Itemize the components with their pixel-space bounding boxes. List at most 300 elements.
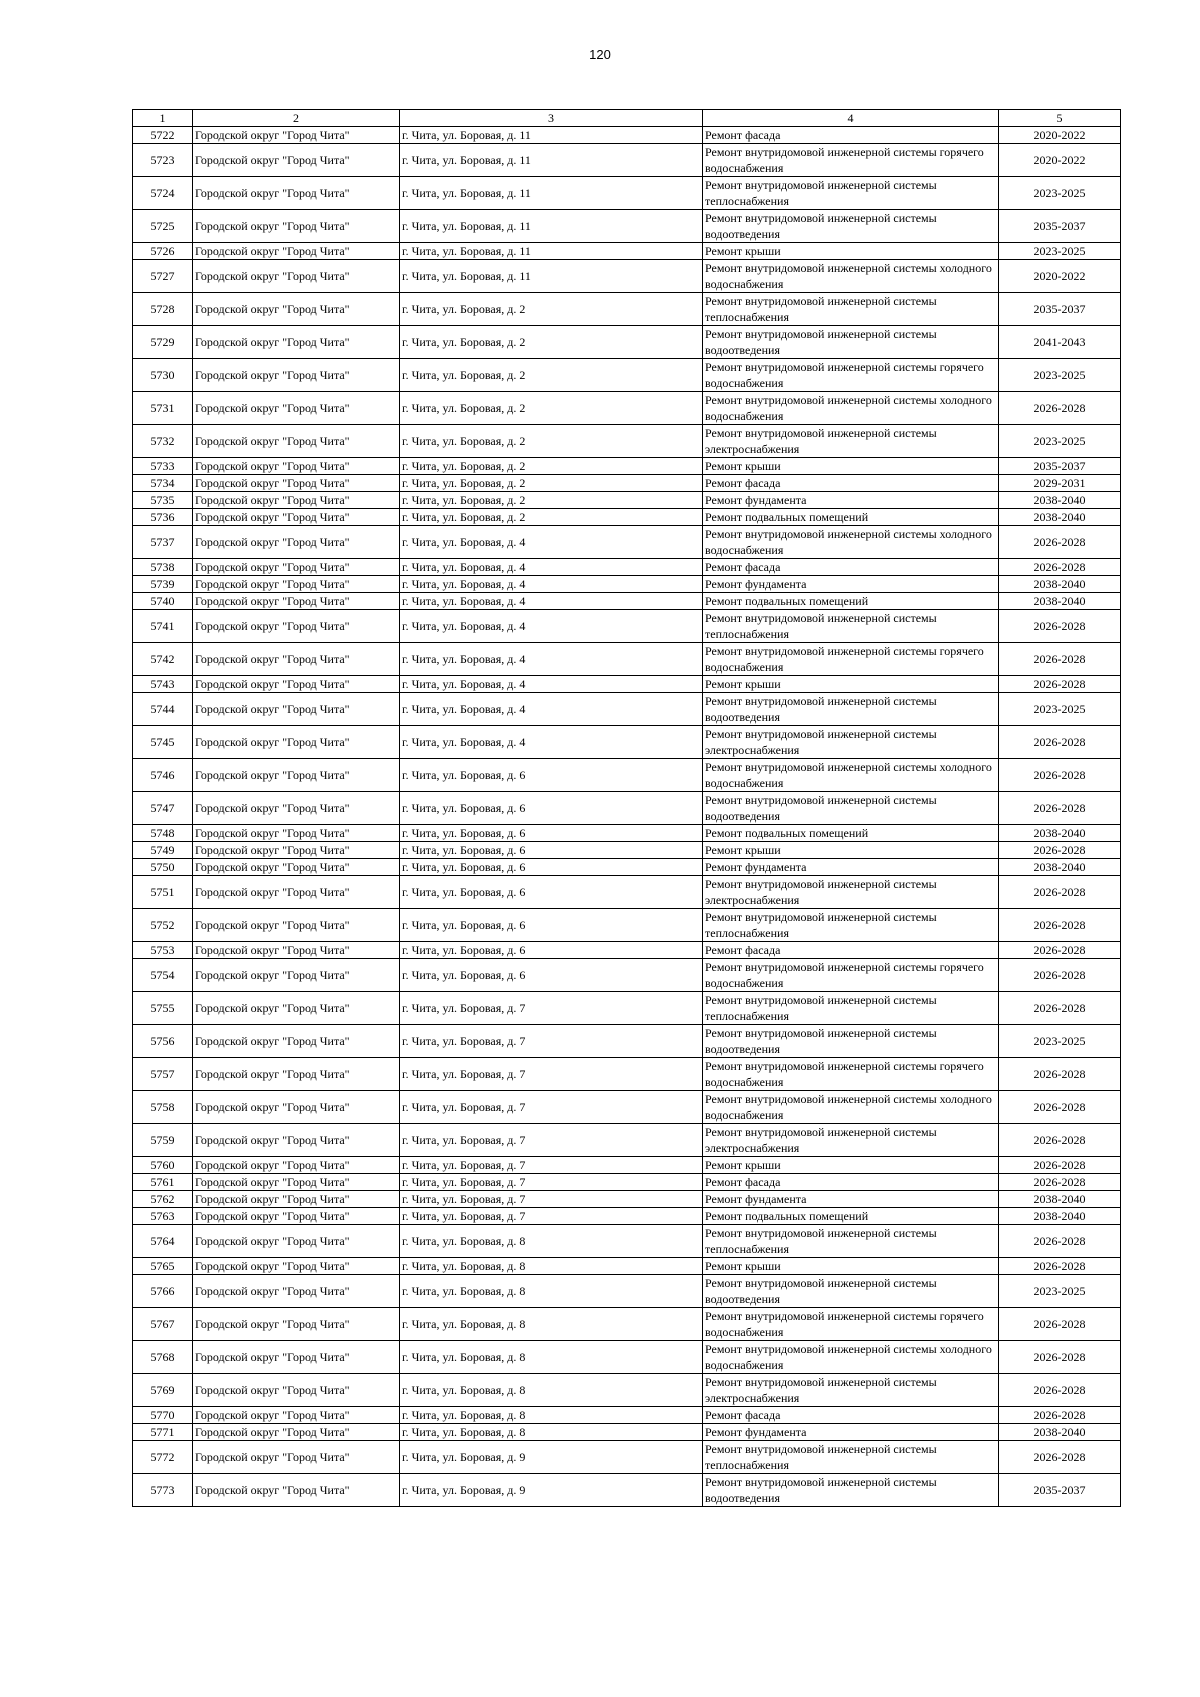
cell-row-number: 5738	[133, 559, 193, 576]
cell-municipality: Городской округ "Город Чита"	[193, 475, 400, 492]
cell-period: 2026-2028	[999, 726, 1121, 759]
cell-period: 2026-2028	[999, 676, 1121, 693]
cell-period: 2038-2040	[999, 492, 1121, 509]
cell-municipality: Городской округ "Город Чита"	[193, 1441, 400, 1474]
table-row	[133, 492, 1121, 509]
cell-work-type: Ремонт внутридомовой инженерной системы горячего водоснабжения	[703, 359, 999, 392]
cell-period: 2026-2028	[999, 942, 1121, 959]
cell-municipality: Городской округ "Город Чита"	[193, 593, 400, 610]
cell-row-number: 5726	[133, 243, 193, 260]
cell-work-type: Ремонт внутридомовой инженерной системы холодного водоснабжения	[703, 392, 999, 425]
cell-address: г. Чита, ул. Боровая, д. 2	[400, 326, 703, 359]
cell-municipality: Городской округ "Город Чита"	[193, 942, 400, 959]
table-row	[133, 526, 1121, 559]
cell-row-number: 5751	[133, 876, 193, 909]
cell-municipality: Городской округ "Город Чита"	[193, 959, 400, 992]
table-row	[133, 792, 1121, 825]
cell-municipality: Городской округ "Город Чита"	[193, 359, 400, 392]
cell-municipality: Городской округ "Город Чита"	[193, 177, 400, 210]
cell-address: г. Чита, ул. Боровая, д. 7	[400, 1157, 703, 1174]
cell-period: 2038-2040	[999, 576, 1121, 593]
cell-row-number: 5729	[133, 326, 193, 359]
cell-work-type: Ремонт фундамента	[703, 859, 999, 876]
cell-municipality: Городской округ "Город Чита"	[193, 492, 400, 509]
cell-address: г. Чита, ул. Боровая, д. 4	[400, 693, 703, 726]
cell-row-number: 5734	[133, 475, 193, 492]
cell-address: г. Чита, ул. Боровая, д. 6	[400, 959, 703, 992]
cell-address: г. Чита, ул. Боровая, д. 7	[400, 1208, 703, 1225]
cell-period: 2023-2025	[999, 243, 1121, 260]
cell-period: 2026-2028	[999, 1225, 1121, 1258]
cell-work-type: Ремонт внутридомовой инженерной системы водоотведения	[703, 1025, 999, 1058]
cell-work-type: Ремонт внутридомовой инженерной системы теплоснабжения	[703, 293, 999, 326]
cell-row-number: 5749	[133, 842, 193, 859]
cell-work-type: Ремонт подвальных помещений	[703, 593, 999, 610]
cell-municipality: Городской округ "Город Чита"	[193, 825, 400, 842]
table-row	[133, 243, 1121, 260]
column-header-3: 3	[400, 110, 703, 127]
cell-row-number: 5757	[133, 1058, 193, 1091]
cell-municipality: Городской округ "Город Чита"	[193, 992, 400, 1025]
cell-row-number: 5746	[133, 759, 193, 792]
table-row	[133, 1174, 1121, 1191]
cell-row-number: 5730	[133, 359, 193, 392]
column-header-2: 2	[193, 110, 400, 127]
cell-work-type: Ремонт внутридомовой инженерной системы горячего водоснабжения	[703, 1058, 999, 1091]
repair-schedule-table	[132, 109, 1121, 1507]
cell-municipality: Городской округ "Город Чита"	[193, 1308, 400, 1341]
cell-row-number: 5762	[133, 1191, 193, 1208]
cell-period: 2038-2040	[999, 509, 1121, 526]
cell-address: г. Чита, ул. Боровая, д. 6	[400, 825, 703, 842]
cell-address: г. Чита, ул. Боровая, д. 7	[400, 1191, 703, 1208]
table-body	[133, 127, 1121, 1507]
cell-row-number: 5743	[133, 676, 193, 693]
cell-period: 2038-2040	[999, 1191, 1121, 1208]
cell-work-type: Ремонт внутридомовой инженерной системы теплоснабжения	[703, 177, 999, 210]
cell-row-number: 5737	[133, 526, 193, 559]
cell-address: г. Чита, ул. Боровая, д. 4	[400, 559, 703, 576]
table-row	[133, 959, 1121, 992]
cell-work-type: Ремонт подвальных помещений	[703, 509, 999, 526]
cell-address: г. Чита, ул. Боровая, д. 6	[400, 842, 703, 859]
cell-municipality: Городской округ "Город Чита"	[193, 144, 400, 177]
cell-municipality: Городской округ "Город Чита"	[193, 792, 400, 825]
cell-work-type: Ремонт фасада	[703, 475, 999, 492]
cell-work-type: Ремонт крыши	[703, 1258, 999, 1275]
cell-row-number: 5761	[133, 1174, 193, 1191]
cell-period: 2026-2028	[999, 643, 1121, 676]
cell-work-type: Ремонт крыши	[703, 243, 999, 260]
cell-row-number: 5765	[133, 1258, 193, 1275]
cell-work-type: Ремонт фасада	[703, 559, 999, 576]
cell-work-type: Ремонт внутридомовой инженерной системы теплоснабжения	[703, 909, 999, 942]
cell-address: г. Чита, ул. Боровая, д. 8	[400, 1275, 703, 1308]
cell-municipality: Городской округ "Город Чита"	[193, 1157, 400, 1174]
cell-period: 2020-2022	[999, 144, 1121, 177]
cell-period: 2026-2028	[999, 792, 1121, 825]
cell-row-number: 5724	[133, 177, 193, 210]
cell-row-number: 5773	[133, 1474, 193, 1507]
cell-address: г. Чита, ул. Боровая, д. 8	[400, 1424, 703, 1441]
table-row	[133, 1441, 1121, 1474]
table-row	[133, 326, 1121, 359]
cell-address: г. Чита, ул. Боровая, д. 2	[400, 458, 703, 475]
table-row	[133, 210, 1121, 243]
cell-address: г. Чита, ул. Боровая, д. 11	[400, 144, 703, 177]
cell-address: г. Чита, ул. Боровая, д. 7	[400, 1091, 703, 1124]
table-row	[133, 909, 1121, 942]
cell-address: г. Чита, ул. Боровая, д. 6	[400, 909, 703, 942]
cell-municipality: Городской округ "Город Чита"	[193, 876, 400, 909]
cell-address: г. Чита, ул. Боровая, д. 4	[400, 576, 703, 593]
table-row	[133, 593, 1121, 610]
cell-row-number: 5727	[133, 260, 193, 293]
cell-row-number: 5769	[133, 1374, 193, 1407]
table-row	[133, 1225, 1121, 1258]
cell-address: г. Чита, ул. Боровая, д. 6	[400, 792, 703, 825]
cell-municipality: Городской округ "Город Чита"	[193, 643, 400, 676]
cell-address: г. Чита, ул. Боровая, д. 8	[400, 1225, 703, 1258]
cell-work-type: Ремонт крыши	[703, 676, 999, 693]
cell-period: 2035-2037	[999, 1474, 1121, 1507]
cell-municipality: Городской округ "Город Чита"	[193, 1374, 400, 1407]
table-row	[133, 1208, 1121, 1225]
table-row	[133, 693, 1121, 726]
cell-address: г. Чита, ул. Боровая, д. 2	[400, 475, 703, 492]
cell-municipality: Городской округ "Город Чита"	[193, 260, 400, 293]
column-header-5: 5	[999, 110, 1121, 127]
cell-period: 2023-2025	[999, 177, 1121, 210]
cell-work-type: Ремонт крыши	[703, 842, 999, 859]
cell-work-type: Ремонт фундамента	[703, 576, 999, 593]
cell-address: г. Чита, ул. Боровая, д. 7	[400, 992, 703, 1025]
cell-row-number: 5755	[133, 992, 193, 1025]
cell-row-number: 5763	[133, 1208, 193, 1225]
cell-period: 2020-2022	[999, 127, 1121, 144]
cell-address: г. Чита, ул. Боровая, д. 2	[400, 492, 703, 509]
cell-row-number: 5771	[133, 1424, 193, 1441]
cell-work-type: Ремонт внутридомовой инженерной системы холодного водоснабжения	[703, 1091, 999, 1124]
cell-municipality: Городской округ "Город Чита"	[193, 243, 400, 260]
cell-work-type: Ремонт подвальных помещений	[703, 825, 999, 842]
cell-row-number: 5728	[133, 293, 193, 326]
cell-period: 2026-2028	[999, 1058, 1121, 1091]
cell-address: г. Чита, ул. Боровая, д. 8	[400, 1341, 703, 1374]
cell-work-type: Ремонт внутридомовой инженерной системы электроснабжения	[703, 425, 999, 458]
cell-work-type: Ремонт крыши	[703, 458, 999, 475]
cell-work-type: Ремонт фасада	[703, 942, 999, 959]
cell-period: 2026-2028	[999, 1374, 1121, 1407]
cell-period: 2026-2028	[999, 610, 1121, 643]
cell-address: г. Чита, ул. Боровая, д. 7	[400, 1058, 703, 1091]
table-row	[133, 359, 1121, 392]
cell-period: 2026-2028	[999, 959, 1121, 992]
cell-municipality: Городской округ "Город Чита"	[193, 909, 400, 942]
table-row	[133, 458, 1121, 475]
cell-municipality: Городской округ "Город Чита"	[193, 1341, 400, 1374]
cell-period: 2026-2028	[999, 526, 1121, 559]
table-row	[133, 842, 1121, 859]
cell-row-number: 5723	[133, 144, 193, 177]
table-row	[133, 1157, 1121, 1174]
cell-row-number: 5750	[133, 859, 193, 876]
cell-municipality: Городской округ "Город Чита"	[193, 1091, 400, 1124]
cell-work-type: Ремонт фасада	[703, 1174, 999, 1191]
cell-work-type: Ремонт крыши	[703, 1157, 999, 1174]
table-row	[133, 1407, 1121, 1424]
table-row	[133, 942, 1121, 959]
table-row	[133, 643, 1121, 676]
cell-address: г. Чита, ул. Боровая, д. 4	[400, 610, 703, 643]
cell-period: 2026-2028	[999, 1258, 1121, 1275]
cell-municipality: Городской округ "Город Чита"	[193, 526, 400, 559]
cell-row-number: 5768	[133, 1341, 193, 1374]
cell-row-number: 5741	[133, 610, 193, 643]
cell-work-type: Ремонт внутридомовой инженерной системы водоотведения	[703, 792, 999, 825]
cell-row-number: 5767	[133, 1308, 193, 1341]
column-header-4: 4	[703, 110, 999, 127]
cell-row-number: 5752	[133, 909, 193, 942]
cell-address: г. Чита, ул. Боровая, д. 2	[400, 425, 703, 458]
table-row	[133, 1275, 1121, 1308]
cell-work-type: Ремонт внутридомовой инженерной системы горячего водоснабжения	[703, 959, 999, 992]
cell-work-type: Ремонт внутридомовой инженерной системы холодного водоснабжения	[703, 260, 999, 293]
cell-municipality: Городской округ "Город Чита"	[193, 1258, 400, 1275]
cell-work-type: Ремонт внутридомовой инженерной системы теплоснабжения	[703, 1225, 999, 1258]
cell-period: 2023-2025	[999, 1025, 1121, 1058]
cell-period: 2026-2028	[999, 909, 1121, 942]
table-row	[133, 1191, 1121, 1208]
cell-period: 2026-2028	[999, 1091, 1121, 1124]
cell-row-number: 5770	[133, 1407, 193, 1424]
cell-address: г. Чита, ул. Боровая, д. 2	[400, 359, 703, 392]
cell-municipality: Городской округ "Город Чита"	[193, 693, 400, 726]
cell-period: 2020-2022	[999, 260, 1121, 293]
cell-municipality: Городской округ "Город Чита"	[193, 842, 400, 859]
cell-municipality: Городской округ "Город Чита"	[193, 1407, 400, 1424]
cell-address: г. Чита, ул. Боровая, д. 7	[400, 1124, 703, 1157]
cell-municipality: Городской округ "Город Чита"	[193, 425, 400, 458]
cell-work-type: Ремонт внутридомовой инженерной системы электроснабжения	[703, 1124, 999, 1157]
table-row	[133, 1341, 1121, 1374]
cell-period: 2026-2028	[999, 1341, 1121, 1374]
cell-work-type: Ремонт внутридомовой инженерной системы водоотведения	[703, 693, 999, 726]
cell-address: г. Чита, ул. Боровая, д. 6	[400, 759, 703, 792]
cell-period: 2026-2028	[999, 1174, 1121, 1191]
cell-row-number: 5760	[133, 1157, 193, 1174]
cell-address: г. Чита, ул. Боровая, д. 9	[400, 1474, 703, 1507]
cell-period: 2026-2028	[999, 842, 1121, 859]
cell-municipality: Городской округ "Город Чита"	[193, 293, 400, 326]
cell-address: г. Чита, ул. Боровая, д. 8	[400, 1258, 703, 1275]
cell-municipality: Городской округ "Город Чита"	[193, 326, 400, 359]
cell-work-type: Ремонт внутридомовой инженерной системы водоотведения	[703, 1474, 999, 1507]
cell-work-type: Ремонт внутридомовой инженерной системы водоотведения	[703, 210, 999, 243]
cell-row-number: 5736	[133, 509, 193, 526]
cell-period: 2038-2040	[999, 1424, 1121, 1441]
cell-period: 2026-2028	[999, 559, 1121, 576]
table-row	[133, 260, 1121, 293]
table-row	[133, 876, 1121, 909]
cell-address: г. Чита, ул. Боровая, д. 4	[400, 676, 703, 693]
cell-row-number: 5733	[133, 458, 193, 475]
table-row	[133, 1308, 1121, 1341]
cell-municipality: Городской округ "Город Чита"	[193, 559, 400, 576]
table-row	[133, 177, 1121, 210]
cell-municipality: Городской округ "Город Чита"	[193, 458, 400, 475]
cell-period: 2026-2028	[999, 1407, 1121, 1424]
cell-row-number: 5772	[133, 1441, 193, 1474]
cell-row-number: 5742	[133, 643, 193, 676]
table-row	[133, 127, 1121, 144]
cell-work-type: Ремонт внутридомовой инженерной системы теплоснабжения	[703, 1441, 999, 1474]
cell-work-type: Ремонт внутридомовой инженерной системы теплоснабжения	[703, 992, 999, 1025]
table-row	[133, 392, 1121, 425]
cell-municipality: Городской округ "Город Чита"	[193, 127, 400, 144]
cell-period: 2029-2031	[999, 475, 1121, 492]
cell-municipality: Городской округ "Город Чита"	[193, 509, 400, 526]
cell-work-type: Ремонт внутридомовой инженерной системы электроснабжения	[703, 726, 999, 759]
cell-row-number: 5756	[133, 1025, 193, 1058]
table-row	[133, 610, 1121, 643]
cell-address: г. Чита, ул. Боровая, д. 11	[400, 260, 703, 293]
cell-period: 2038-2040	[999, 825, 1121, 842]
cell-municipality: Городской округ "Город Чита"	[193, 1025, 400, 1058]
cell-period: 2035-2037	[999, 458, 1121, 475]
table-row	[133, 1424, 1121, 1441]
cell-work-type: Ремонт внутридомовой инженерной системы электроснабжения	[703, 1374, 999, 1407]
cell-address: г. Чита, ул. Боровая, д. 7	[400, 1025, 703, 1058]
table-row	[133, 509, 1121, 526]
cell-period: 2026-2028	[999, 759, 1121, 792]
table-row	[133, 293, 1121, 326]
cell-period: 2026-2028	[999, 1124, 1121, 1157]
table-row	[133, 859, 1121, 876]
table-row	[133, 676, 1121, 693]
cell-address: г. Чита, ул. Боровая, д. 8	[400, 1407, 703, 1424]
cell-address: г. Чита, ул. Боровая, д. 6	[400, 942, 703, 959]
cell-period: 2038-2040	[999, 859, 1121, 876]
table-header	[133, 110, 1121, 127]
column-header-1: 1	[133, 110, 193, 127]
cell-row-number: 5725	[133, 210, 193, 243]
cell-municipality: Городской округ "Город Чита"	[193, 759, 400, 792]
table-row	[133, 1474, 1121, 1507]
table-row	[133, 759, 1121, 792]
cell-address: г. Чита, ул. Боровая, д. 8	[400, 1374, 703, 1407]
table-row	[133, 1374, 1121, 1407]
cell-address: г. Чита, ул. Боровая, д. 6	[400, 876, 703, 909]
cell-municipality: Городской округ "Город Чита"	[193, 1208, 400, 1225]
table-row	[133, 726, 1121, 759]
cell-work-type: Ремонт внутридомовой инженерной системы водоотведения	[703, 326, 999, 359]
cell-work-type: Ремонт внутридомовой инженерной системы холодного водоснабжения	[703, 759, 999, 792]
cell-municipality: Городской округ "Город Чита"	[193, 392, 400, 425]
cell-address: г. Чита, ул. Боровая, д. 11	[400, 210, 703, 243]
cell-address: г. Чита, ул. Боровая, д. 4	[400, 593, 703, 610]
cell-row-number: 5766	[133, 1275, 193, 1308]
cell-row-number: 5758	[133, 1091, 193, 1124]
cell-work-type: Ремонт фундамента	[703, 492, 999, 509]
cell-municipality: Городской округ "Город Чита"	[193, 576, 400, 593]
cell-address: г. Чита, ул. Боровая, д. 2	[400, 509, 703, 526]
cell-row-number: 5739	[133, 576, 193, 593]
cell-work-type: Ремонт внутридомовой инженерной системы горячего водоснабжения	[703, 643, 999, 676]
cell-address: г. Чита, ул. Боровая, д. 2	[400, 293, 703, 326]
cell-period: 2026-2028	[999, 992, 1121, 1025]
cell-work-type: Ремонт фасада	[703, 1407, 999, 1424]
cell-municipality: Городской округ "Город Чита"	[193, 610, 400, 643]
table-row	[133, 825, 1121, 842]
cell-period: 2023-2025	[999, 693, 1121, 726]
cell-row-number: 5748	[133, 825, 193, 842]
table-row	[133, 1058, 1121, 1091]
table-row	[133, 1124, 1121, 1157]
cell-municipality: Городской округ "Город Чита"	[193, 859, 400, 876]
header-row	[133, 110, 1121, 127]
cell-work-type: Ремонт внутридомовой инженерной системы теплоснабжения	[703, 610, 999, 643]
cell-address: г. Чита, ул. Боровая, д. 2	[400, 392, 703, 425]
cell-row-number: 5753	[133, 942, 193, 959]
cell-period: 2038-2040	[999, 1208, 1121, 1225]
cell-municipality: Городской округ "Город Чита"	[193, 676, 400, 693]
cell-work-type: Ремонт фундамента	[703, 1424, 999, 1441]
cell-municipality: Городской округ "Город Чита"	[193, 1474, 400, 1507]
cell-municipality: Городской округ "Город Чита"	[193, 1191, 400, 1208]
cell-work-type: Ремонт внутридомовой инженерной системы электроснабжения	[703, 876, 999, 909]
cell-period: 2035-2037	[999, 210, 1121, 243]
table-row	[133, 1258, 1121, 1275]
cell-municipality: Городской округ "Город Чита"	[193, 1275, 400, 1308]
cell-address: г. Чита, ул. Боровая, д. 6	[400, 859, 703, 876]
table-row	[133, 992, 1121, 1025]
cell-period: 2026-2028	[999, 1308, 1121, 1341]
page-number: 120	[589, 47, 611, 62]
cell-row-number: 5759	[133, 1124, 193, 1157]
cell-row-number: 5754	[133, 959, 193, 992]
cell-period: 2026-2028	[999, 1441, 1121, 1474]
cell-address: г. Чита, ул. Боровая, д. 11	[400, 177, 703, 210]
cell-period: 2023-2025	[999, 359, 1121, 392]
table-row	[133, 1091, 1121, 1124]
cell-row-number: 5735	[133, 492, 193, 509]
cell-row-number: 5722	[133, 127, 193, 144]
cell-period: 2026-2028	[999, 392, 1121, 425]
cell-row-number: 5744	[133, 693, 193, 726]
table-row	[133, 475, 1121, 492]
cell-address: г. Чита, ул. Боровая, д. 4	[400, 526, 703, 559]
cell-work-type: Ремонт внутридомовой инженерной системы горячего водоснабжения	[703, 144, 999, 177]
cell-period: 2023-2025	[999, 425, 1121, 458]
cell-row-number: 5732	[133, 425, 193, 458]
table-row	[133, 144, 1121, 177]
cell-work-type: Ремонт внутридомовой инженерной системы водоотведения	[703, 1275, 999, 1308]
table-row	[133, 425, 1121, 458]
cell-municipality: Городской округ "Город Чита"	[193, 1174, 400, 1191]
cell-work-type: Ремонт фасада	[703, 127, 999, 144]
cell-work-type: Ремонт внутридомовой инженерной системы холодного водоснабжения	[703, 1341, 999, 1374]
cell-municipality: Городской округ "Город Чита"	[193, 726, 400, 759]
cell-municipality: Городской округ "Город Чита"	[193, 1058, 400, 1091]
cell-period: 2026-2028	[999, 1157, 1121, 1174]
cell-period: 2038-2040	[999, 593, 1121, 610]
cell-row-number: 5764	[133, 1225, 193, 1258]
cell-municipality: Городской округ "Город Чита"	[193, 1124, 400, 1157]
table-row	[133, 576, 1121, 593]
cell-period: 2035-2037	[999, 293, 1121, 326]
cell-address: г. Чита, ул. Боровая, д. 8	[400, 1308, 703, 1341]
